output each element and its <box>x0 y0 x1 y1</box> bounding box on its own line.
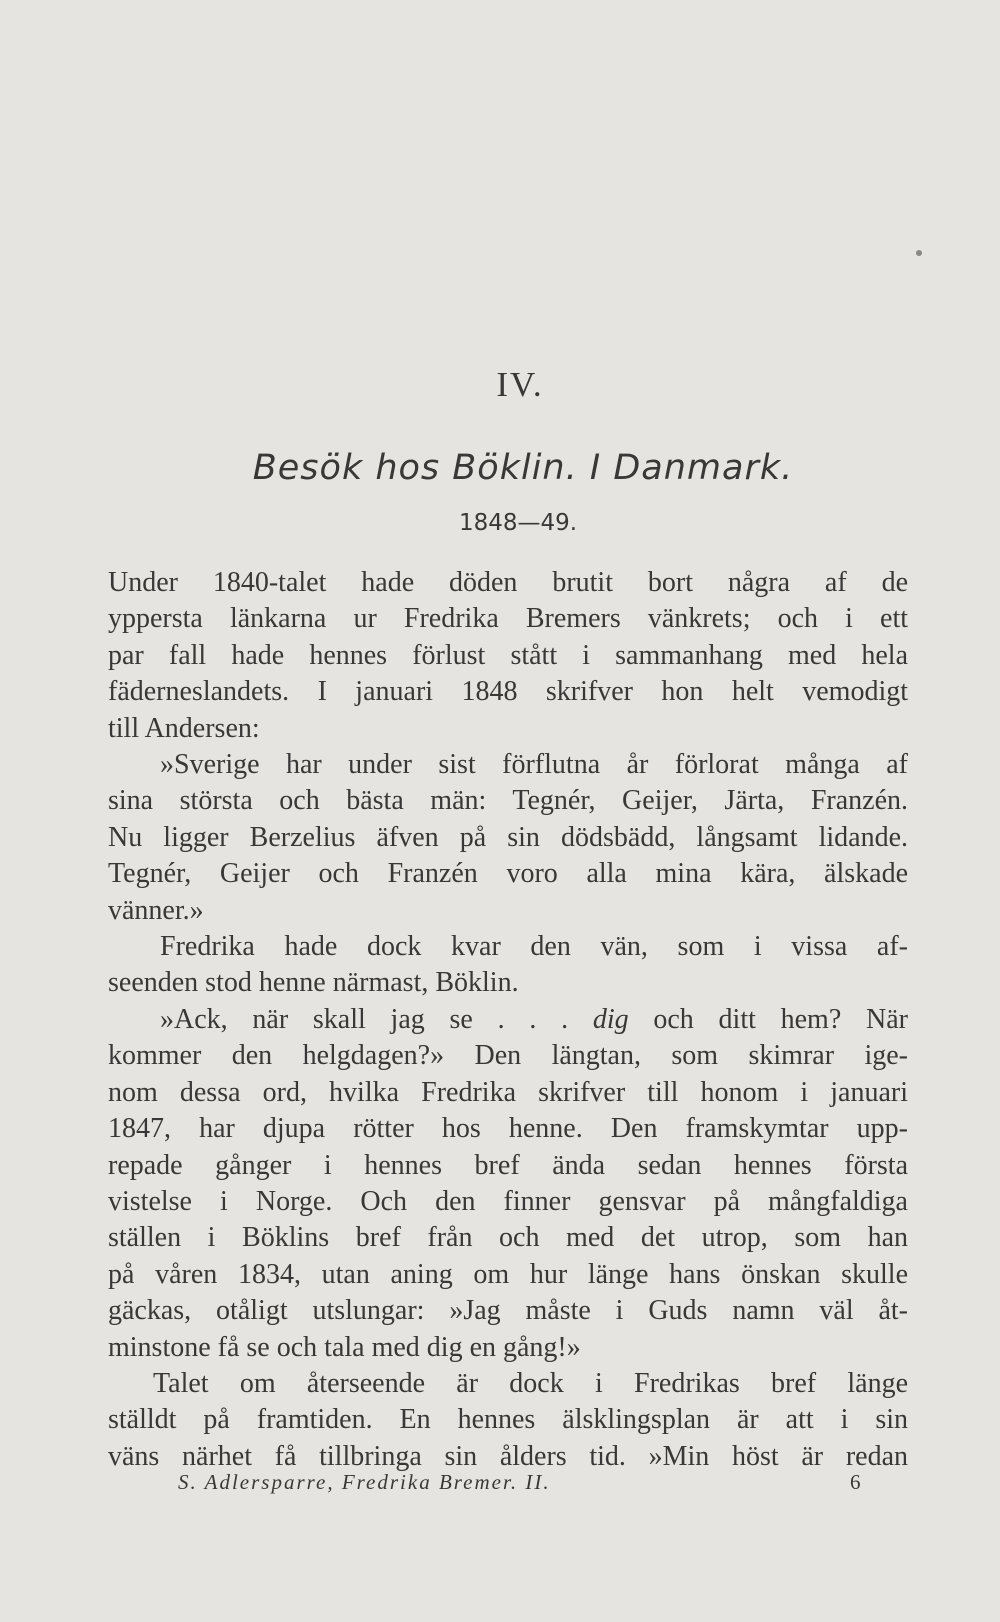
text-line: Nu ligger Berzelius äfven på sin dödsbädd, långsamt lidande. <box>108 821 908 853</box>
text-line: nom dessa ord, hvilka Fredrika skrifver till honom i januari <box>108 1076 908 1108</box>
text-line: väns närhet få tillbringa sin ålders tid. »Min höst är redan <box>108 1440 908 1472</box>
text-segment: och ditt hem? När <box>628 1003 908 1035</box>
text-line: till Andersen: <box>108 712 260 744</box>
chapter-title: Besök hos Böklin. I Danmark. <box>252 448 794 488</box>
text-line: vänner.» <box>108 894 204 926</box>
text-line: par fall hade hennes förlust stått i sammanhang med hela <box>108 639 908 671</box>
text-line: ställdt på framtiden. En hennes älsklingsplan är att i sin <box>108 1404 908 1436</box>
text-line: på våren 1834, utan aning om hur länge hans önskan skulle <box>108 1258 908 1290</box>
ink-speck <box>916 250 922 256</box>
body-text <box>108 565 908 1475</box>
text-line: gäckas, otåligt utslungar: »Jag måste i Guds namn väl åt- <box>108 1295 908 1327</box>
text-line: yppersta länkarna ur Fredrika Bremers vänkrets; och i ett <box>108 603 908 635</box>
text-line: minstone få se och tala med dig en gång!» <box>108 1331 581 1363</box>
text-line: kommer den helgdagen?» Den längtan, som skimrar ige- <box>108 1040 908 1072</box>
text-line: 1847, har djupa rötter hos henne. Den framskymtar upp- <box>108 1113 908 1145</box>
page-number: 6 <box>850 1470 861 1494</box>
chapter-years: 1848—49. <box>458 510 578 536</box>
text-line: repade gånger i hennes bref ända sedan hennes första <box>108 1149 908 1181</box>
text-line: Tegnér, Geijer och Franzén voro alla mina kära, älskade <box>108 858 908 890</box>
running-footer: S. Adlersparre, Fredrika Bremer. II. <box>178 1470 551 1494</box>
text-line <box>108 1002 908 1038</box>
text-line: seenden stod henne närmast, Böklin. <box>108 967 519 999</box>
emphasized-word: dig <box>592 1003 629 1035</box>
text-line: vistelse i Norge. Och den finner gensvar på mångfaldiga <box>108 1185 908 1217</box>
text-line: »Sverige har under sist förflutna år förlorat många af <box>160 749 908 781</box>
text-line: Talet om återseende är dock i Fredrikas bref länge <box>153 1367 908 1399</box>
text-line: Under 1840-talet hade döden brutit bort några af de <box>108 567 908 598</box>
text-segment: »Ack, när skall jag se . . . <box>160 1003 593 1035</box>
text-line: fäderneslandets. I januari 1848 skrifver hon helt vemodigt <box>108 676 908 708</box>
text-line: ställen i Böklins bref från och med det utrop, som han <box>108 1222 908 1254</box>
chapter-number: IV. <box>496 365 544 404</box>
text-line: Fredrika hade dock kvar den vän, som i vissa af- <box>160 931 908 963</box>
text-line: sina största och bästa män: Tegnér, Geijer, Järta, Franzén. <box>108 785 908 817</box>
